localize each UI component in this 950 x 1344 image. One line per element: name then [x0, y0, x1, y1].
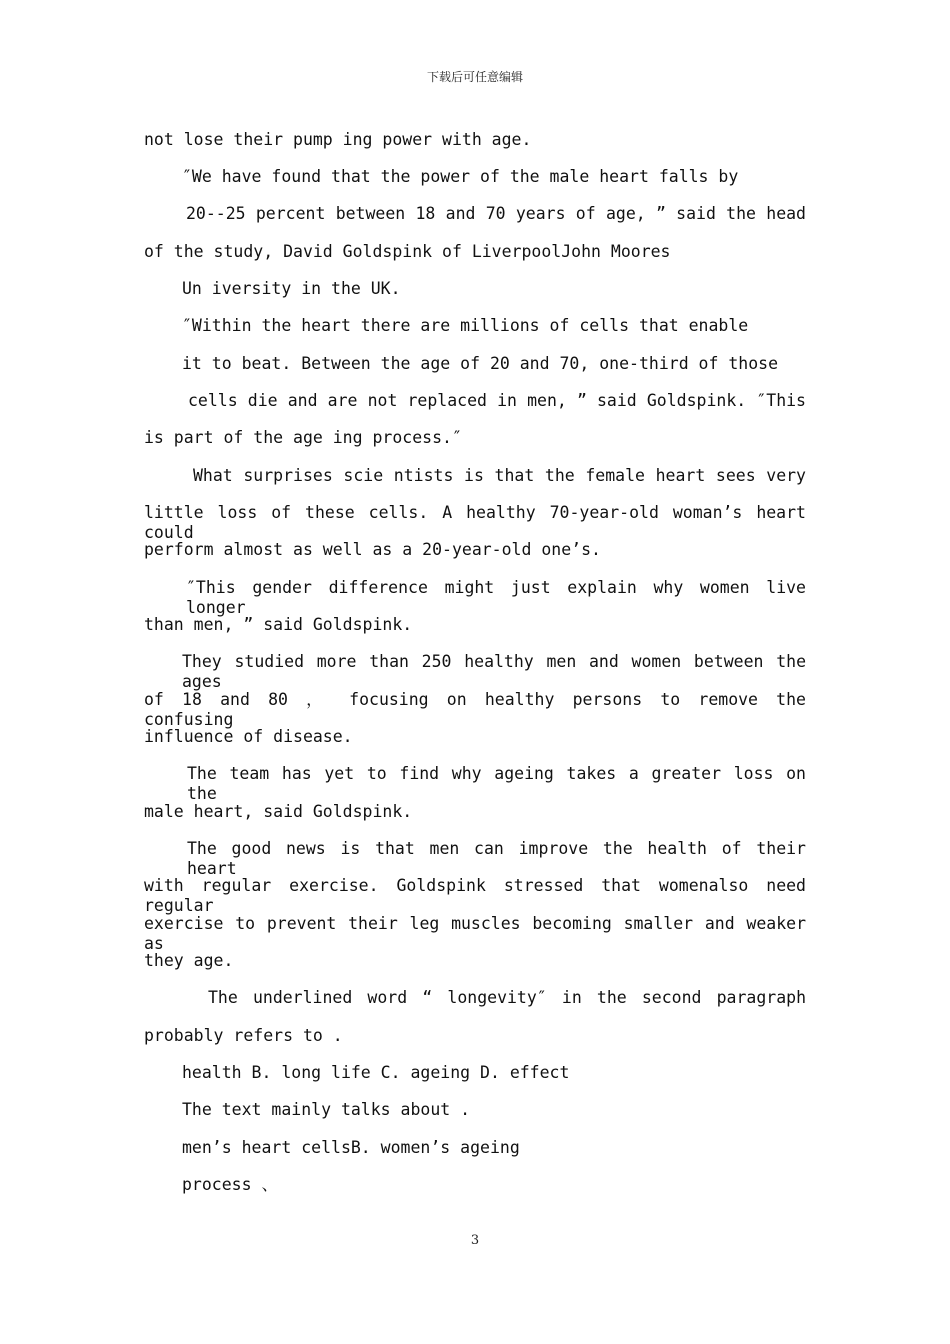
text-line: little loss of these cells. A healthy 70-year-old woman’s heart could: [144, 503, 806, 542]
text-line: they age.: [144, 951, 234, 970]
text-line: What surprises scie ntists is that the female heart sees very: [193, 466, 806, 485]
text-line: process 、: [182, 1175, 278, 1194]
text-line: of the study, David Goldspink of LiverpoolJohn Moores: [144, 242, 671, 261]
text-line: 20--25 percent between 18 and 70 years of age, ” said the head: [186, 204, 806, 223]
text-line: of 18 and 80 ， focusing on healthy persons to remove the confusing: [144, 690, 806, 729]
text-line: ″This gender difference might just explain why women live longer: [186, 578, 806, 617]
text-line: health B. long life C. ageing D. effect: [182, 1063, 570, 1082]
text-line: probably refers to .: [144, 1026, 343, 1045]
text-line: men’s heart cellsB. women’s ageing: [182, 1138, 520, 1157]
text-line: The underlined word “ longevity″ in the second paragraph: [208, 988, 806, 1007]
text-line: The good news is that men can improve the health of their heart: [187, 839, 806, 878]
text-line: ″We have found that the power of the male heart falls by: [182, 167, 739, 186]
text-line: ″Within the heart there are millions of cells that enable: [182, 316, 749, 335]
page-number: 3: [470, 1233, 480, 1248]
text-line: exercise to prevent their leg muscles becoming smaller and weaker as: [144, 914, 806, 953]
page-header: 下载后可任意编辑: [426, 70, 523, 84]
text-line: with regular exercise. Goldspink stressed that womenalso need regular: [144, 876, 806, 915]
text-line: male heart, said Goldspink.: [144, 802, 413, 821]
text-line: Un iversity in the UK.: [182, 279, 401, 298]
text-line: They studied more than 250 healthy men and women between the ages: [182, 652, 806, 691]
text-line: not lose their pump ing power with age.: [144, 130, 532, 149]
text-line: influence of disease.: [144, 727, 353, 746]
text-line: is part of the age ing process.″: [144, 428, 462, 447]
text-line: The team has yet to find why ageing takes a greater loss on the: [187, 764, 806, 803]
text-line: perform almost as well as a 20-year-old one’s.: [144, 540, 601, 559]
text-line: cells die and are not replaced in men, ” said Goldspink. ″This: [188, 391, 806, 410]
text-line: The text mainly talks about .: [182, 1100, 471, 1119]
text-line: it to beat. Between the age of 20 and 70, one-third of those: [182, 354, 779, 373]
text-line: than men, ” said Goldspink.: [144, 615, 413, 634]
